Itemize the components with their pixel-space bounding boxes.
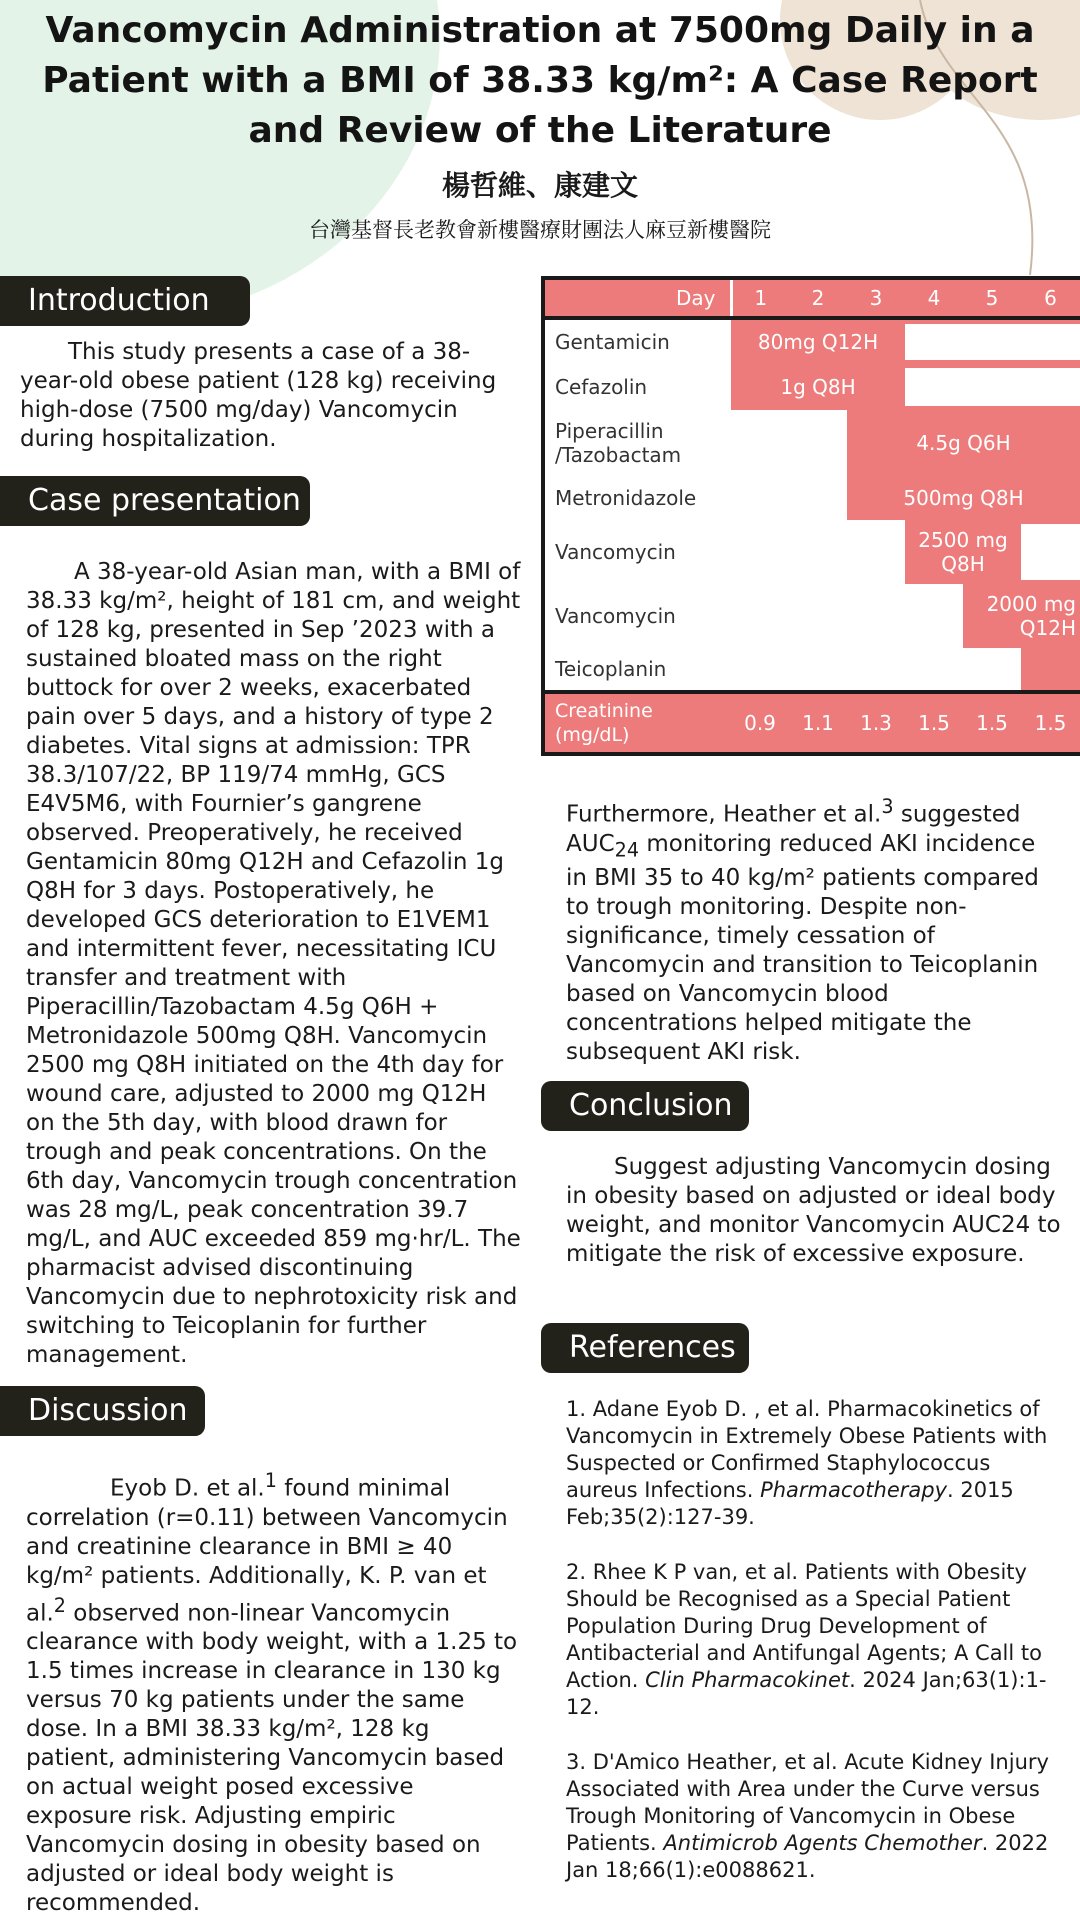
day-cell: 6 bbox=[1021, 278, 1080, 316]
case-presentation-body: A 38-year-old Asian man, with a BMI of 38.33 kg/m², height of 181 cm, and weight of 128 kg, presented in Sep ’2023 with a sustained bloated mass on the right buttock for over 2 weeks, exacerbated pain over 5 days, and a history of type 2 diabetes. Vital signs at admission: TPR 38.3/107/22, BP 119/74 mmHg, GCS E4V5M6, with Fournier’s gangrene observed. Preoperatively, he received Gentamicin 80mg Q12H and Cefazolin 1g Q8H for 3 days. Postoperatively, he developed GCS deterioration to E1VEM1 and intermittent fever, necessitating ICU transfer and treatment with Piperacillin/Tazobactam 4.5g Q6H + Metronidazole 500mg Q8H. Vancomycin 2500 mg Q8H initiated on the 4th day for wound care, adjusted to 2000 mg Q12H on the 5th day, with blood drawn for trough and peak concentrations. On the 6th day, Vancomycin trough concentration was 28 mg/L, peak concentration 39.7 mg/L, and AUC exceeded 859 mg·hr/L. The pharmacist advised discontinuing Vancomycin due to nephrotoxicity risk and switching to Teicoplanin for further management. bbox=[26, 559, 521, 1368]
discussion-text: Furthermore, Heather et al. bbox=[566, 801, 882, 828]
empty-cell bbox=[905, 320, 1080, 364]
day-cell: 2 bbox=[789, 278, 847, 316]
discussion-text: Eyob D. et al. bbox=[110, 1475, 265, 1502]
drug-name: Teicoplanin bbox=[543, 648, 1021, 690]
drug-name: Vancomycin bbox=[543, 584, 963, 648]
drug-name: Piperacillin /Tazobactam bbox=[543, 410, 847, 476]
reference-text: . 2015 Feb;35(2):127-39. bbox=[566, 1478, 1014, 1529]
creatinine-value: 1.5 bbox=[976, 711, 1008, 735]
discussion-text: found minimal correlation (r=0.11) between Vancomycin and creatinine clearance in BMI ≥ 40 kg/m² patients. Additionally, K. P. van et al. bbox=[26, 1475, 508, 1627]
drug-name: Cefazolin bbox=[543, 364, 731, 410]
subscript: 24 bbox=[614, 838, 640, 862]
affiliation: 台灣基督長老教會新樓醫療財團法人麻豆新樓醫院 bbox=[309, 218, 771, 242]
discussion-heading: Discussion bbox=[0, 1386, 205, 1436]
citation-superscript: 1 bbox=[264, 1469, 277, 1492]
reference-journal: Pharmacotherapy bbox=[760, 1478, 947, 1502]
empty-cell bbox=[905, 364, 1080, 410]
creatinine-label: Creatinine (mg/dL) bbox=[555, 700, 653, 746]
creatinine-value: 1.5 bbox=[1034, 711, 1067, 735]
discussion-text: observed non-linear Vancomycin clearance with body weight, with a 1.25 to 1.5 times increase in clearance in 130 kg versus 70 kg patients under the same dose. In a BMI 38.33 kg/m², 128 kg patient, administering Vancomycin based on actual weight posed excessive exposure risk. Adjusting empiric Vancomycin dosing in obesity based on adjusted or ideal body weight is recommended. bbox=[26, 1600, 518, 1917]
references-list bbox=[566, 1396, 1062, 1912]
dose-cell: 80mg Q12H bbox=[731, 320, 905, 364]
creatinine-row bbox=[543, 694, 1080, 754]
discussion-continued-body bbox=[566, 792, 1062, 1067]
reference-journal: Antimicrob Agents Chemother bbox=[663, 1831, 982, 1855]
poster-title: Vancomycin Administration at 7500mg Daily in a Patient with a BMI of 38.33 kg/m²: A Case Report and Review of the Literature bbox=[42, 10, 1038, 151]
table-row bbox=[543, 410, 1080, 476]
poster-header bbox=[0, 0, 1080, 244]
discussion-text: monitoring reduced AKI incidence in BMI 35 to 40 kg/m² patients compared to trough monitoring. Despite non-significance, timely cessation of Vancomycin and transition to Teicoplanin based on Vancomycin blood concentrations helped mitigate the subsequent AKI risk. bbox=[566, 830, 1039, 1066]
day-cell: 4 bbox=[905, 278, 963, 316]
table-row bbox=[543, 364, 1080, 410]
discussion-text: suggested AUC bbox=[566, 801, 1021, 857]
drug-name: Vancomycin bbox=[543, 520, 905, 584]
reference-text: . 2022 Jan 18;66(1):e0088621. bbox=[566, 1831, 1049, 1882]
dose-cell: 1g Q8H bbox=[731, 364, 905, 410]
references-heading: References bbox=[541, 1323, 749, 1373]
day-cell: 3 bbox=[847, 278, 905, 316]
dose-cell: 4.5g Q6H bbox=[847, 410, 1080, 476]
creatinine-value: 1.5 bbox=[918, 711, 950, 735]
reference-text: 2. Rhee K P van, et al. Patients with Obesity Should be Recognised as a Special Patient Population During Drug Development of Antibacterial and Antifungal Agents; A Call to Action. bbox=[566, 1560, 1042, 1692]
introduction-heading: Introduction bbox=[0, 276, 250, 326]
introduction-body: This study presents a case of a 38-year-old obese patient (128 kg) receiving high-dose (7500 mg/day) Vancomycin during hospitalization. bbox=[20, 339, 497, 452]
table-row bbox=[543, 584, 1080, 648]
drug-name: Metronidazole bbox=[543, 476, 847, 520]
reference-journal: Clin Pharmacokinet bbox=[645, 1668, 850, 1692]
drug-name: Gentamicin bbox=[543, 320, 731, 364]
reference-item bbox=[566, 1396, 1062, 1531]
table-row bbox=[543, 320, 1080, 364]
authors: 楊哲維、康建文 bbox=[441, 169, 638, 202]
day-label: Day bbox=[543, 278, 731, 316]
table-row bbox=[543, 476, 1080, 520]
dose-cell bbox=[1021, 648, 1080, 690]
citation-superscript: 3 bbox=[881, 795, 894, 818]
reference-text: 3. D'Amico Heather, et al. Acute Kidney Injury Associated with Area under the Curve versus Trough Monitoring of Vancomycin in Obese Patients. bbox=[566, 1750, 1049, 1855]
reference-item bbox=[566, 1559, 1062, 1721]
day-cell: 1 bbox=[731, 278, 789, 316]
dose-cell: 2000 mg Q12H bbox=[963, 584, 1080, 648]
conclusion-body: Suggest adjusting Vancomycin dosing in obesity based on adjusted or ideal body weight, and monitor Vancomycin AUC24 to mitigate the risk of excessive exposure. bbox=[566, 1154, 1061, 1267]
discussion-body bbox=[26, 1466, 522, 1918]
citation-superscript: 2 bbox=[53, 1593, 66, 1617]
dose-cell: 2500 mg Q8H bbox=[905, 520, 1021, 584]
creatinine-value: 1.1 bbox=[802, 711, 834, 735]
reference-text: . 2024 Jan;63(1):1-12. bbox=[566, 1668, 1047, 1719]
creatinine-value: 0.9 bbox=[744, 711, 776, 735]
empty-cell bbox=[1021, 520, 1080, 584]
reference-item bbox=[566, 1749, 1062, 1884]
table-row bbox=[543, 520, 1080, 584]
reference-text: 1. Adane Eyob D. , et al. Pharmacokinetics of Vancomycin in Extremely Obese Patients with Suspected or Confirmed Staphylococcus aureus Infections. bbox=[566, 1397, 1048, 1502]
case-presentation-heading: Case presentation bbox=[0, 476, 310, 526]
table-row bbox=[543, 648, 1080, 690]
dose-cell: 500mg Q8H bbox=[847, 476, 1080, 520]
table-header-row bbox=[543, 278, 1080, 316]
day-cell: 5 bbox=[963, 278, 1021, 316]
creatinine-value: 1.3 bbox=[860, 711, 892, 735]
treatment-regimen-table bbox=[541, 276, 1080, 756]
conclusion-heading: Conclusion bbox=[541, 1081, 749, 1131]
